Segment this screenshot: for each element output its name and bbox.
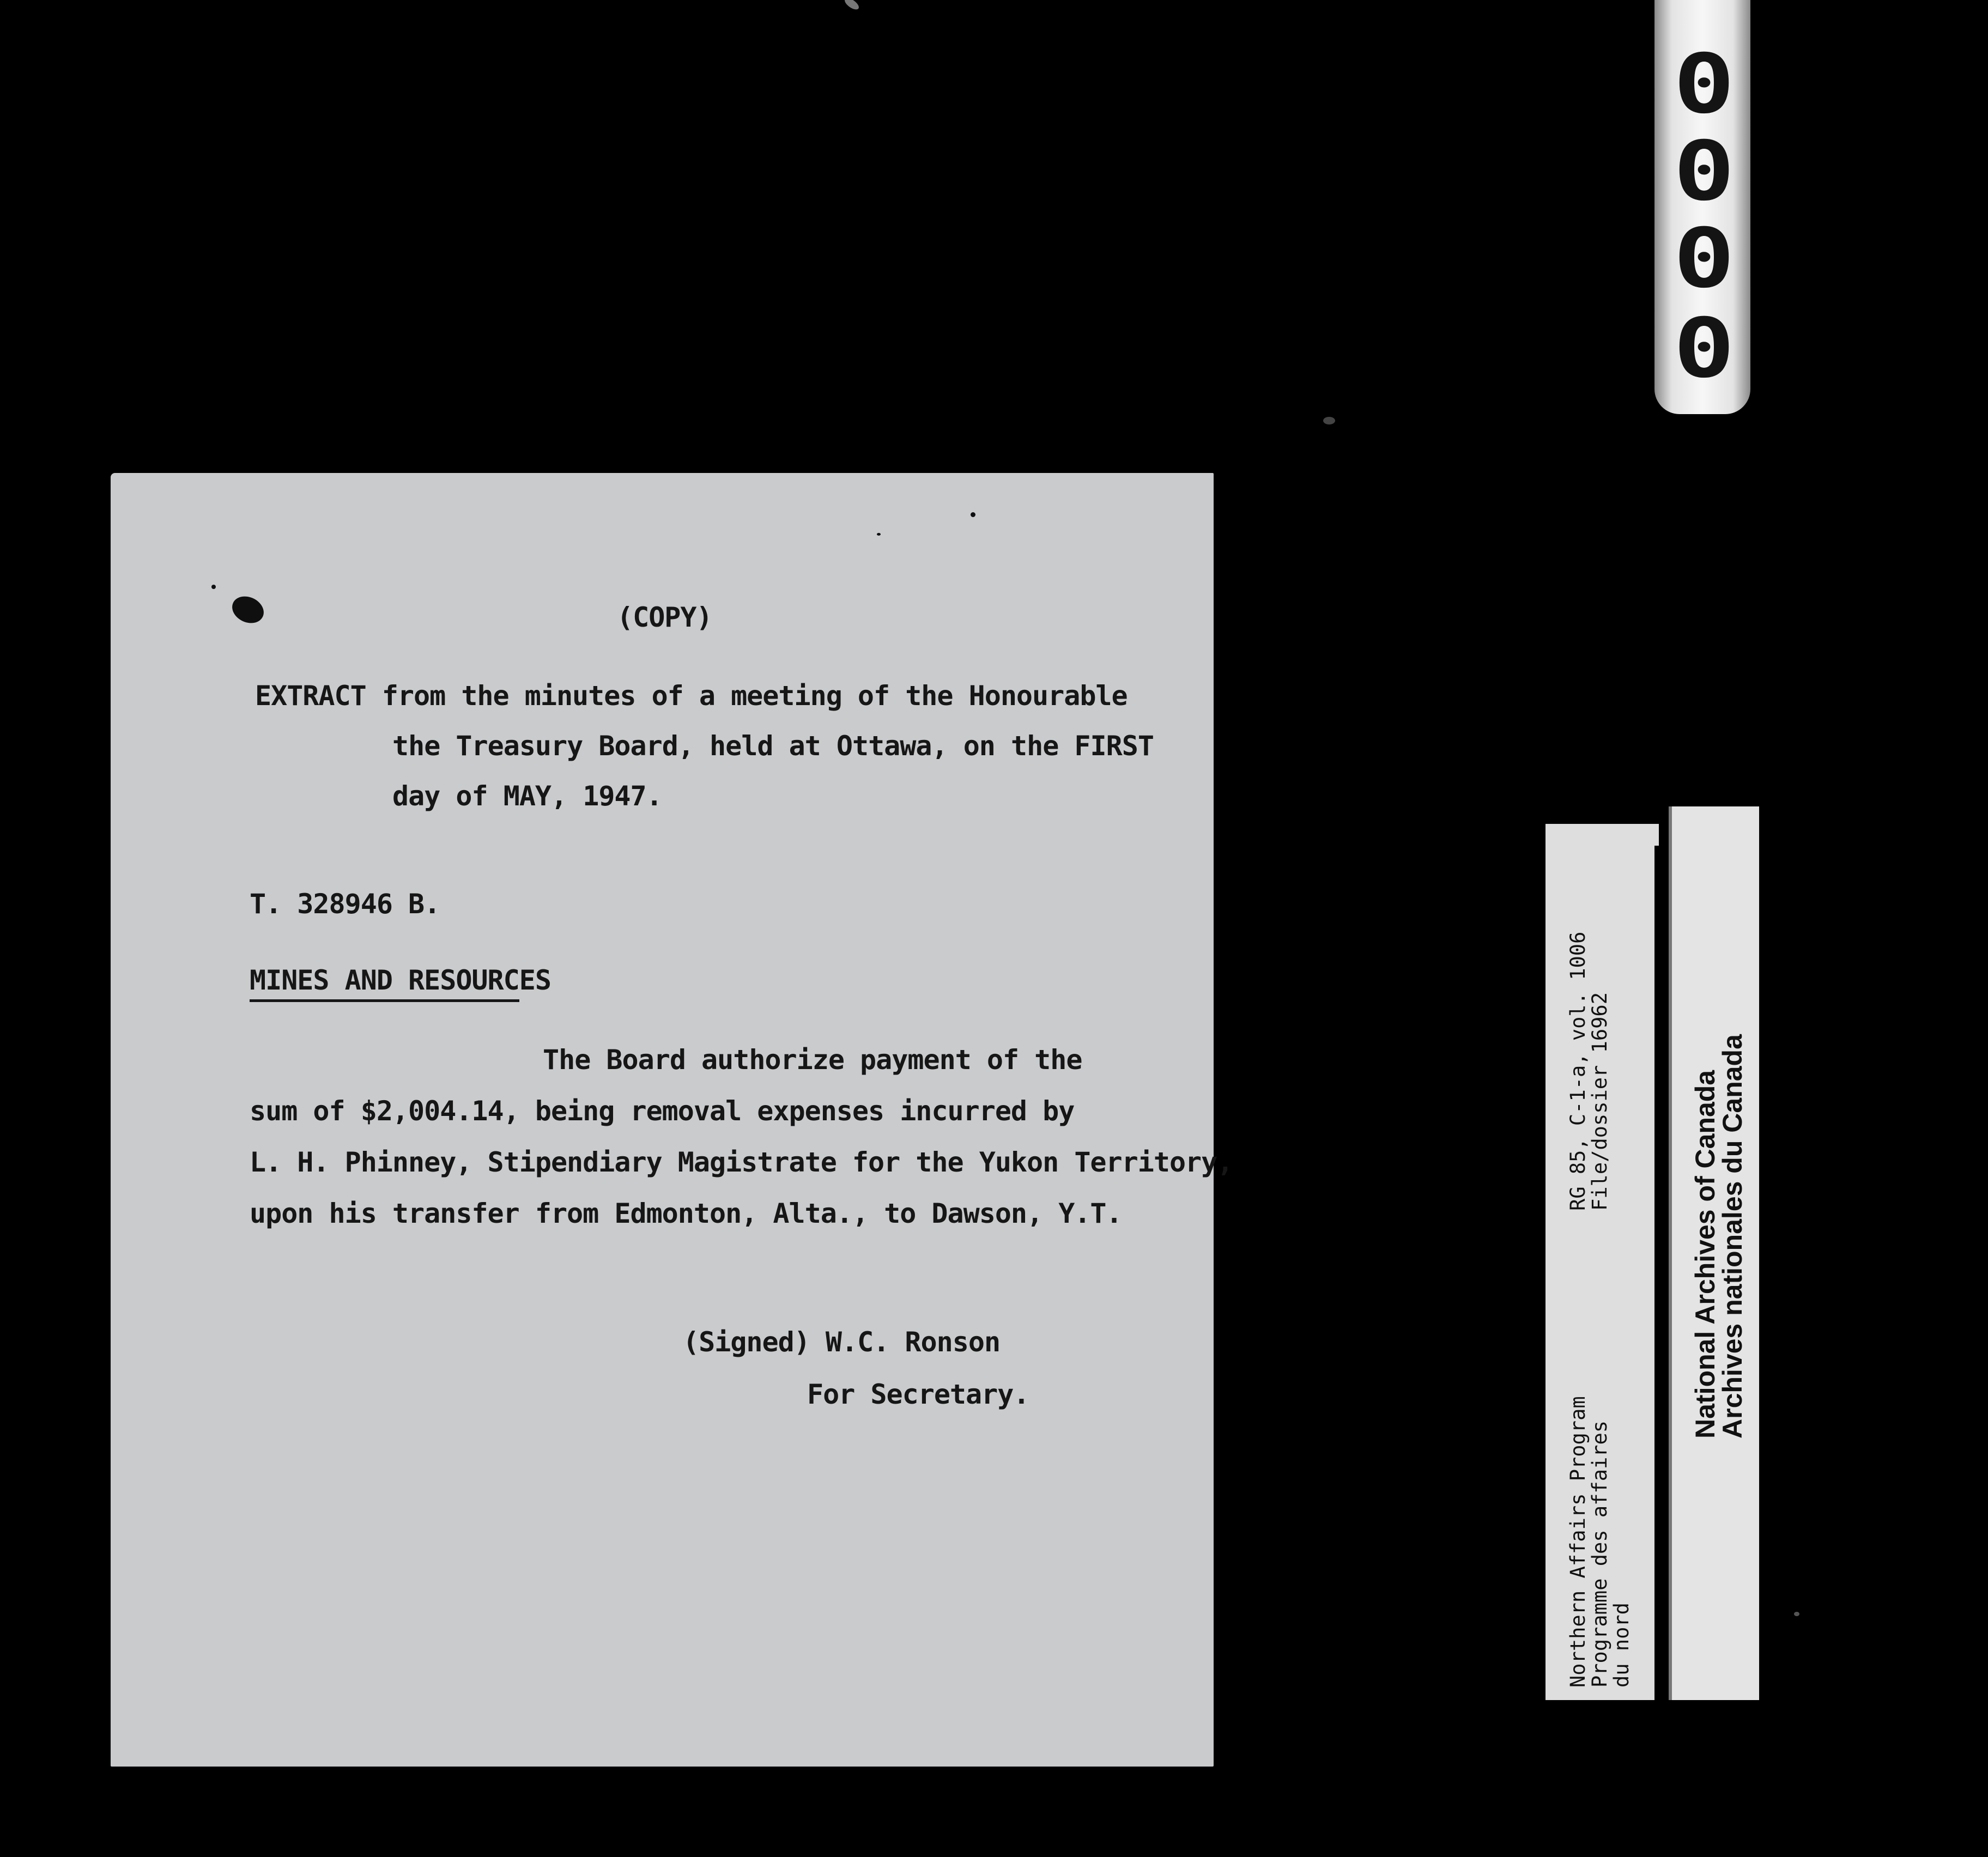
program-line-2: Programme des affaires (1588, 1420, 1611, 1688)
film-mark (1794, 1612, 1799, 1616)
extract-line-1: EXTRACT from the minutes of a meeting of the Honourable (255, 680, 1128, 712)
body-line-2: sum of $2,004.14, being removal expenses incurred by (250, 1095, 1075, 1127)
extract-line-3: day of MAY, 1947. (392, 780, 662, 812)
body-line-4: upon his transfer from Edmonton, Alta., to Dawson, Y.T. (250, 1198, 1122, 1229)
archives-name-english: National Archives of Canada (1690, 1070, 1720, 1439)
signature-role: For Secretary. (807, 1379, 1029, 1410)
ink-blot (228, 591, 268, 628)
film-mark (1323, 417, 1335, 424)
extract-line-2: the Treasury Board, held at Ottawa, on the FIRST (392, 730, 1154, 762)
counter-digit: 0 (1673, 37, 1735, 132)
reference-line-2: File/dossier 16962 (1588, 992, 1611, 1211)
heading-underline (250, 999, 519, 1002)
body-line-1: The Board authorize payment of the (543, 1044, 1082, 1076)
section-heading: MINES AND RESOURCES (250, 964, 551, 996)
ink-dot (877, 533, 881, 536)
counter-digit: 0 (1673, 124, 1735, 219)
counter-digit: 0 (1673, 211, 1735, 306)
archives-name-french: Archives nationales du Canada (1717, 1034, 1748, 1439)
label-tab (1651, 824, 1659, 846)
frame-counter (1654, 0, 1750, 414)
program-line-1: Northern Affairs Program (1566, 1396, 1590, 1688)
national-archives-label (1669, 806, 1759, 1700)
reference-number: T. 328946 B. (250, 888, 440, 920)
body-line-3: L. H. Phinney, Stipendiary Magistrate for the Yukon Territory, (250, 1146, 1233, 1178)
film-mark (843, 0, 861, 11)
copy-mark: (COPY) (617, 602, 712, 633)
document-page (111, 473, 1233, 1767)
reference-line-1: RG 85, C-1-a, vol. 1006 (1566, 931, 1590, 1211)
ink-dot (211, 585, 216, 589)
counter-digit: 0 (1673, 301, 1735, 396)
ink-dot (971, 512, 975, 517)
program-line-3: du nord (1610, 1603, 1633, 1688)
signature-line: (Signed) W.C. Ronson (683, 1326, 1001, 1358)
archive-reference-label (1545, 824, 1654, 1700)
